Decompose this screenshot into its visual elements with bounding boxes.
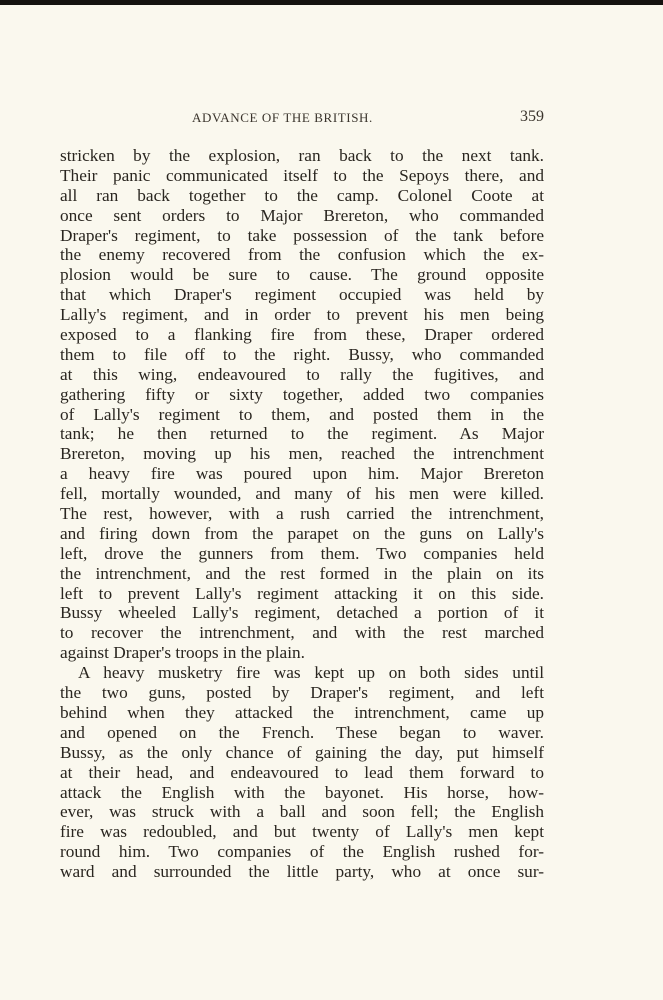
text-line: the enemy recovered from the confusion which the ex- [60, 245, 544, 265]
text-line: stricken by the explosion, ran back to the next tank. [60, 146, 544, 165]
paragraph-end-line: against Draper's troops in the plain. [60, 643, 305, 663]
text-line: fell, mortally wounded, and many of his men were killed. [60, 484, 544, 504]
text-line: at this wing, endeavoured to rally the fugitives, and [60, 364, 544, 384]
running-head: ADVANCE OF THE BRITISH. [192, 110, 373, 125]
text-line: round him. Two companies of the English rushed for- [60, 842, 544, 862]
text-line: exposed to a flanking fire from these, Draper ordered [60, 325, 544, 345]
text-line: Bussy, as the only chance of gaining the day, put himself [60, 742, 544, 762]
text-line: Bussy wheeled Lally's regiment, detached a portion of it [60, 603, 544, 623]
text-line: left to prevent Lally's regiment attacking it on this side. [60, 583, 544, 603]
text-line: and opened on the French. These began to waver. [60, 722, 544, 742]
paragraph-first-line: A heavy musketry fire was kept up on both sides until [78, 663, 544, 683]
text-line: that which Draper's regiment occupied was held by [60, 285, 544, 305]
body-text [60, 146, 544, 882]
text-line: at their head, and endeavoured to lead them forward to [60, 762, 544, 782]
text-line: tank; he then returned to the regiment. As Major [60, 424, 544, 444]
text-line: to recover the intrenchment, and with the rest marched [60, 623, 544, 643]
text-line: a heavy fire was poured upon him. Major Brereton [60, 464, 544, 484]
text-line: gathering fifty or sixty together, added two companies [60, 384, 544, 404]
text-line: behind when they attacked the intrenchment, came up [60, 702, 544, 722]
text-line: them to file off to the right. Bussy, who commanded [60, 344, 544, 364]
page-number: 359 [520, 108, 544, 125]
text-line: Draper's regiment, to take possession of the tank before [60, 225, 544, 245]
text-line: fire was redoubled, and but twenty of Lally's men kept [60, 822, 544, 842]
text-line: ever, was struck with a ball and soon fell; the English [60, 802, 544, 822]
text-line: left, drove the gunners from them. Two companies held [60, 543, 544, 563]
text-line: The rest, however, with a rush carried the intrenchment, [60, 504, 544, 524]
text-line: and firing down from the parapet on the guns on Lally's [60, 523, 544, 543]
text-line: plosion would be sure to cause. The ground opposite [60, 265, 544, 285]
text-line: Their panic communicated itself to the Sepoys there, and [60, 165, 544, 185]
text-line: the intrenchment, and the rest formed in the plain on its [60, 563, 544, 583]
text-line: the two guns, posted by Draper's regiment, and left [60, 683, 544, 703]
text-line: ward and surrounded the little party, who at once sur- [60, 862, 544, 882]
text-line: Lally's regiment, and in order to prevent his men being [60, 305, 544, 325]
text-line: all ran back together to the camp. Colonel Coote at [60, 185, 544, 205]
text-line: once sent orders to Major Brereton, who commanded [60, 205, 544, 225]
top-page-edge [0, 0, 663, 5]
text-line: of Lally's regiment to them, and posted them in the [60, 404, 544, 424]
page-header [192, 108, 544, 132]
text-line: attack the English with the bayonet. His horse, how- [60, 782, 544, 802]
text-line: Brereton, moving up his men, reached the intrenchment [60, 444, 544, 464]
